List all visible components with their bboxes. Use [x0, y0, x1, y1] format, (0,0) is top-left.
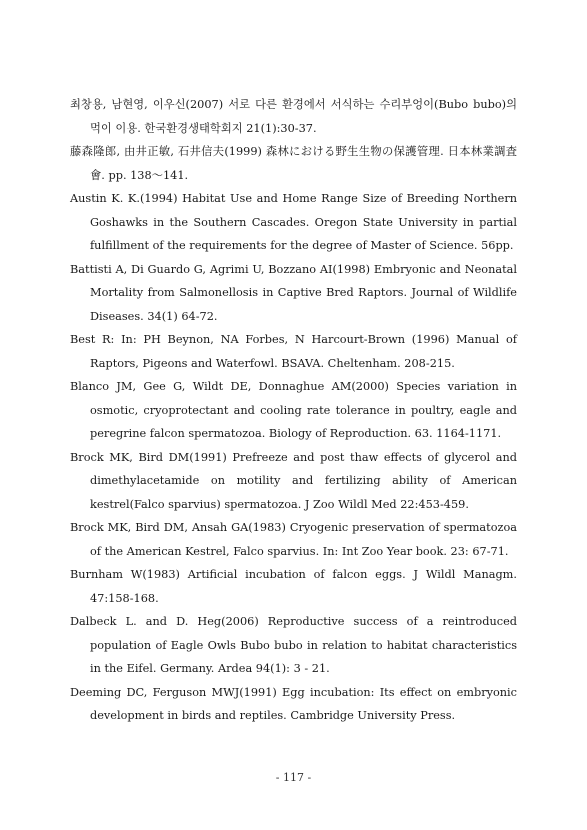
- reference-item: Best R: In: PH Beynon, NA Forbes, N Harcourt-Brown (1996) Manual of Raptors, Pigeons and Waterfowl. BSAVA. Cheltenham. 208-215.: [70, 333, 517, 370]
- page-number: - 117 -: [275, 771, 312, 784]
- reference-item: Burnham W(1983) Artificial incubation of falcon eggs. J Wildl Managm. 47:158-168.: [70, 568, 517, 605]
- reference-item: 藤森隆郎, 由井正敏, 石井信夫(1999) 森林における野生生物の保護管理. 日本林業調査會. pp. 138～141.: [70, 145, 517, 182]
- reference-item: Brock MK, Bird DM, Ansah GA(1983) Cryogenic preservation of spermatozoa of the American Kestrel, Falco sparvius. In: Int Zoo Year book. 23: 67-71.: [70, 521, 517, 558]
- reference-item: Deeming DC, Ferguson MWJ(1991) Egg incubation: Its effect on embryonic development in birds and reptiles. Cambridge University Press.: [70, 685, 517, 722]
- reference-item: Brock MK, Bird DM(1991) Prefreeze and post thaw effects of glycerol and dimethylacetamide on motility and fertilizing ability of American kestrel(Falco sparvius) spermatozoa. J Zoo Wildl Med 22:453-459.: [70, 450, 517, 511]
- reference-list: [70, 93, 517, 728]
- reference-item: Battisti A, Di Guardo G, Agrimi U, Bozzano AI(1998) Embryonic and Neonatal Mortality from Salmonellosis in Captive Bred Raptors. Journal of Wildlife Diseases. 34(1) 64-72.: [70, 262, 517, 323]
- reference-item: 최창용, 남현영, 이우신(2007) 서로 다른 환경에서 서식하는 수리부엉이(Bubo bubo)의 먹이 이용. 한국환경생태학회지 21(1):30-37.: [70, 98, 517, 135]
- reference-item: Dalbeck L. and D. Heg(2006) Reproductive success of a reintroduced population of Eagle Owls Bubo bubo in relation to habitat characteristics in the Eifel. Germany. Ardea 94(1): 3 - 21.: [70, 615, 517, 675]
- reference-item: Austin K. K.(1994) Habitat Use and Home Range Size of Breeding Northern Goshawks in the Southern Cascades. Oregon State University in partial fulfillment of the requirements for the degree of Master of Science. 56pp.: [70, 192, 517, 252]
- reference-item: Blanco JM, Gee G, Wildt DE, Donnaghue AM(2000) Species variation in osmotic, cryoprotectant and cooling rate tolerance in poultry, eagle and peregrine falcon spermatozoa. Biology of Reproduction. 63. 1164-1171.: [70, 380, 517, 440]
